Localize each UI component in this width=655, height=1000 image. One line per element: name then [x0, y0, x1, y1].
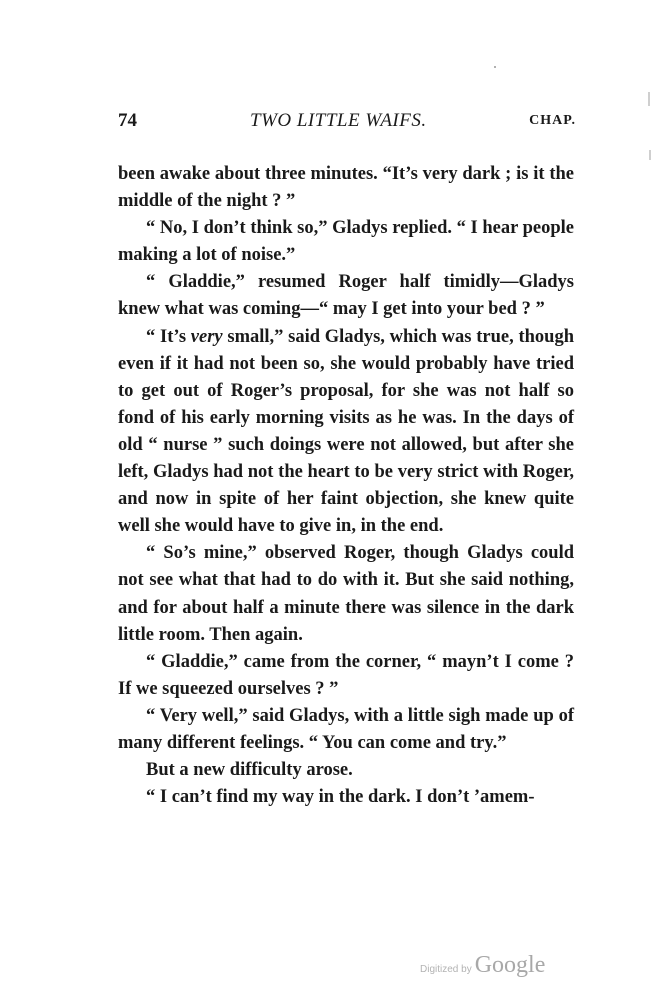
paragraph: “ I can’t find my way in the dark. I don’t ’amem-: [146, 787, 535, 808]
paragraph: “ Gladdie,” resumed Roger half timidly—Gladys knew what was coming—“ may I get into your bed ? ”: [118, 272, 574, 320]
paper-speck: [494, 66, 496, 68]
page-header: [118, 110, 578, 136]
paragraph: “ No, I don’t think so,” Gladys replied. “ I hear people making a lot of noise.”: [118, 218, 574, 266]
paragraph: “ So’s mine,” observed Roger, though Gladys could not see what that had to do with it. But she said nothing, and for about half a minute there was silence in the dark little room. Then again.: [118, 543, 574, 645]
chapter-label: CHAP.: [529, 113, 576, 128]
paragraph: But a new difficulty arose.: [146, 760, 353, 781]
page-edge-mark: [648, 92, 650, 106]
page-edge-mark: [649, 150, 651, 160]
watermark-prefix: Digitized by: [420, 964, 472, 975]
paragraph: “ It’s very small,” said Gladys, which was true, though even if it had not been so, she would probably have tried to get out of Roger’s proposal, for she was not half so fond of his early morning visits as he was. In the days of old “ nurse ” such doings were not allowed, but after she left, Gladys had not the heart to be very strict with Roger, and now in spite of her faint objection, she knew quite well she would have to give in, in the end.: [118, 326, 574, 537]
digitized-by-google-watermark: [420, 952, 545, 982]
page-number: 74: [118, 110, 137, 131]
body-text: [118, 161, 574, 811]
emphasized-word: very: [190, 326, 223, 347]
paragraph: been awake about three minutes. “It’s very dark ; is it the middle of the night ? ”: [118, 164, 574, 212]
paragraph: “ Very well,” said Gladys, with a little sigh made up of many different feelings. “ You can come and try.”: [118, 705, 574, 753]
running-title: TWO LITTLE WAIFS.: [250, 110, 427, 131]
google-logo: Google: [474, 952, 546, 978]
paragraph: “ Gladdie,” came from the corner, “ mayn’t I come ? If we squeezed ourselves ? ”: [118, 651, 574, 699]
